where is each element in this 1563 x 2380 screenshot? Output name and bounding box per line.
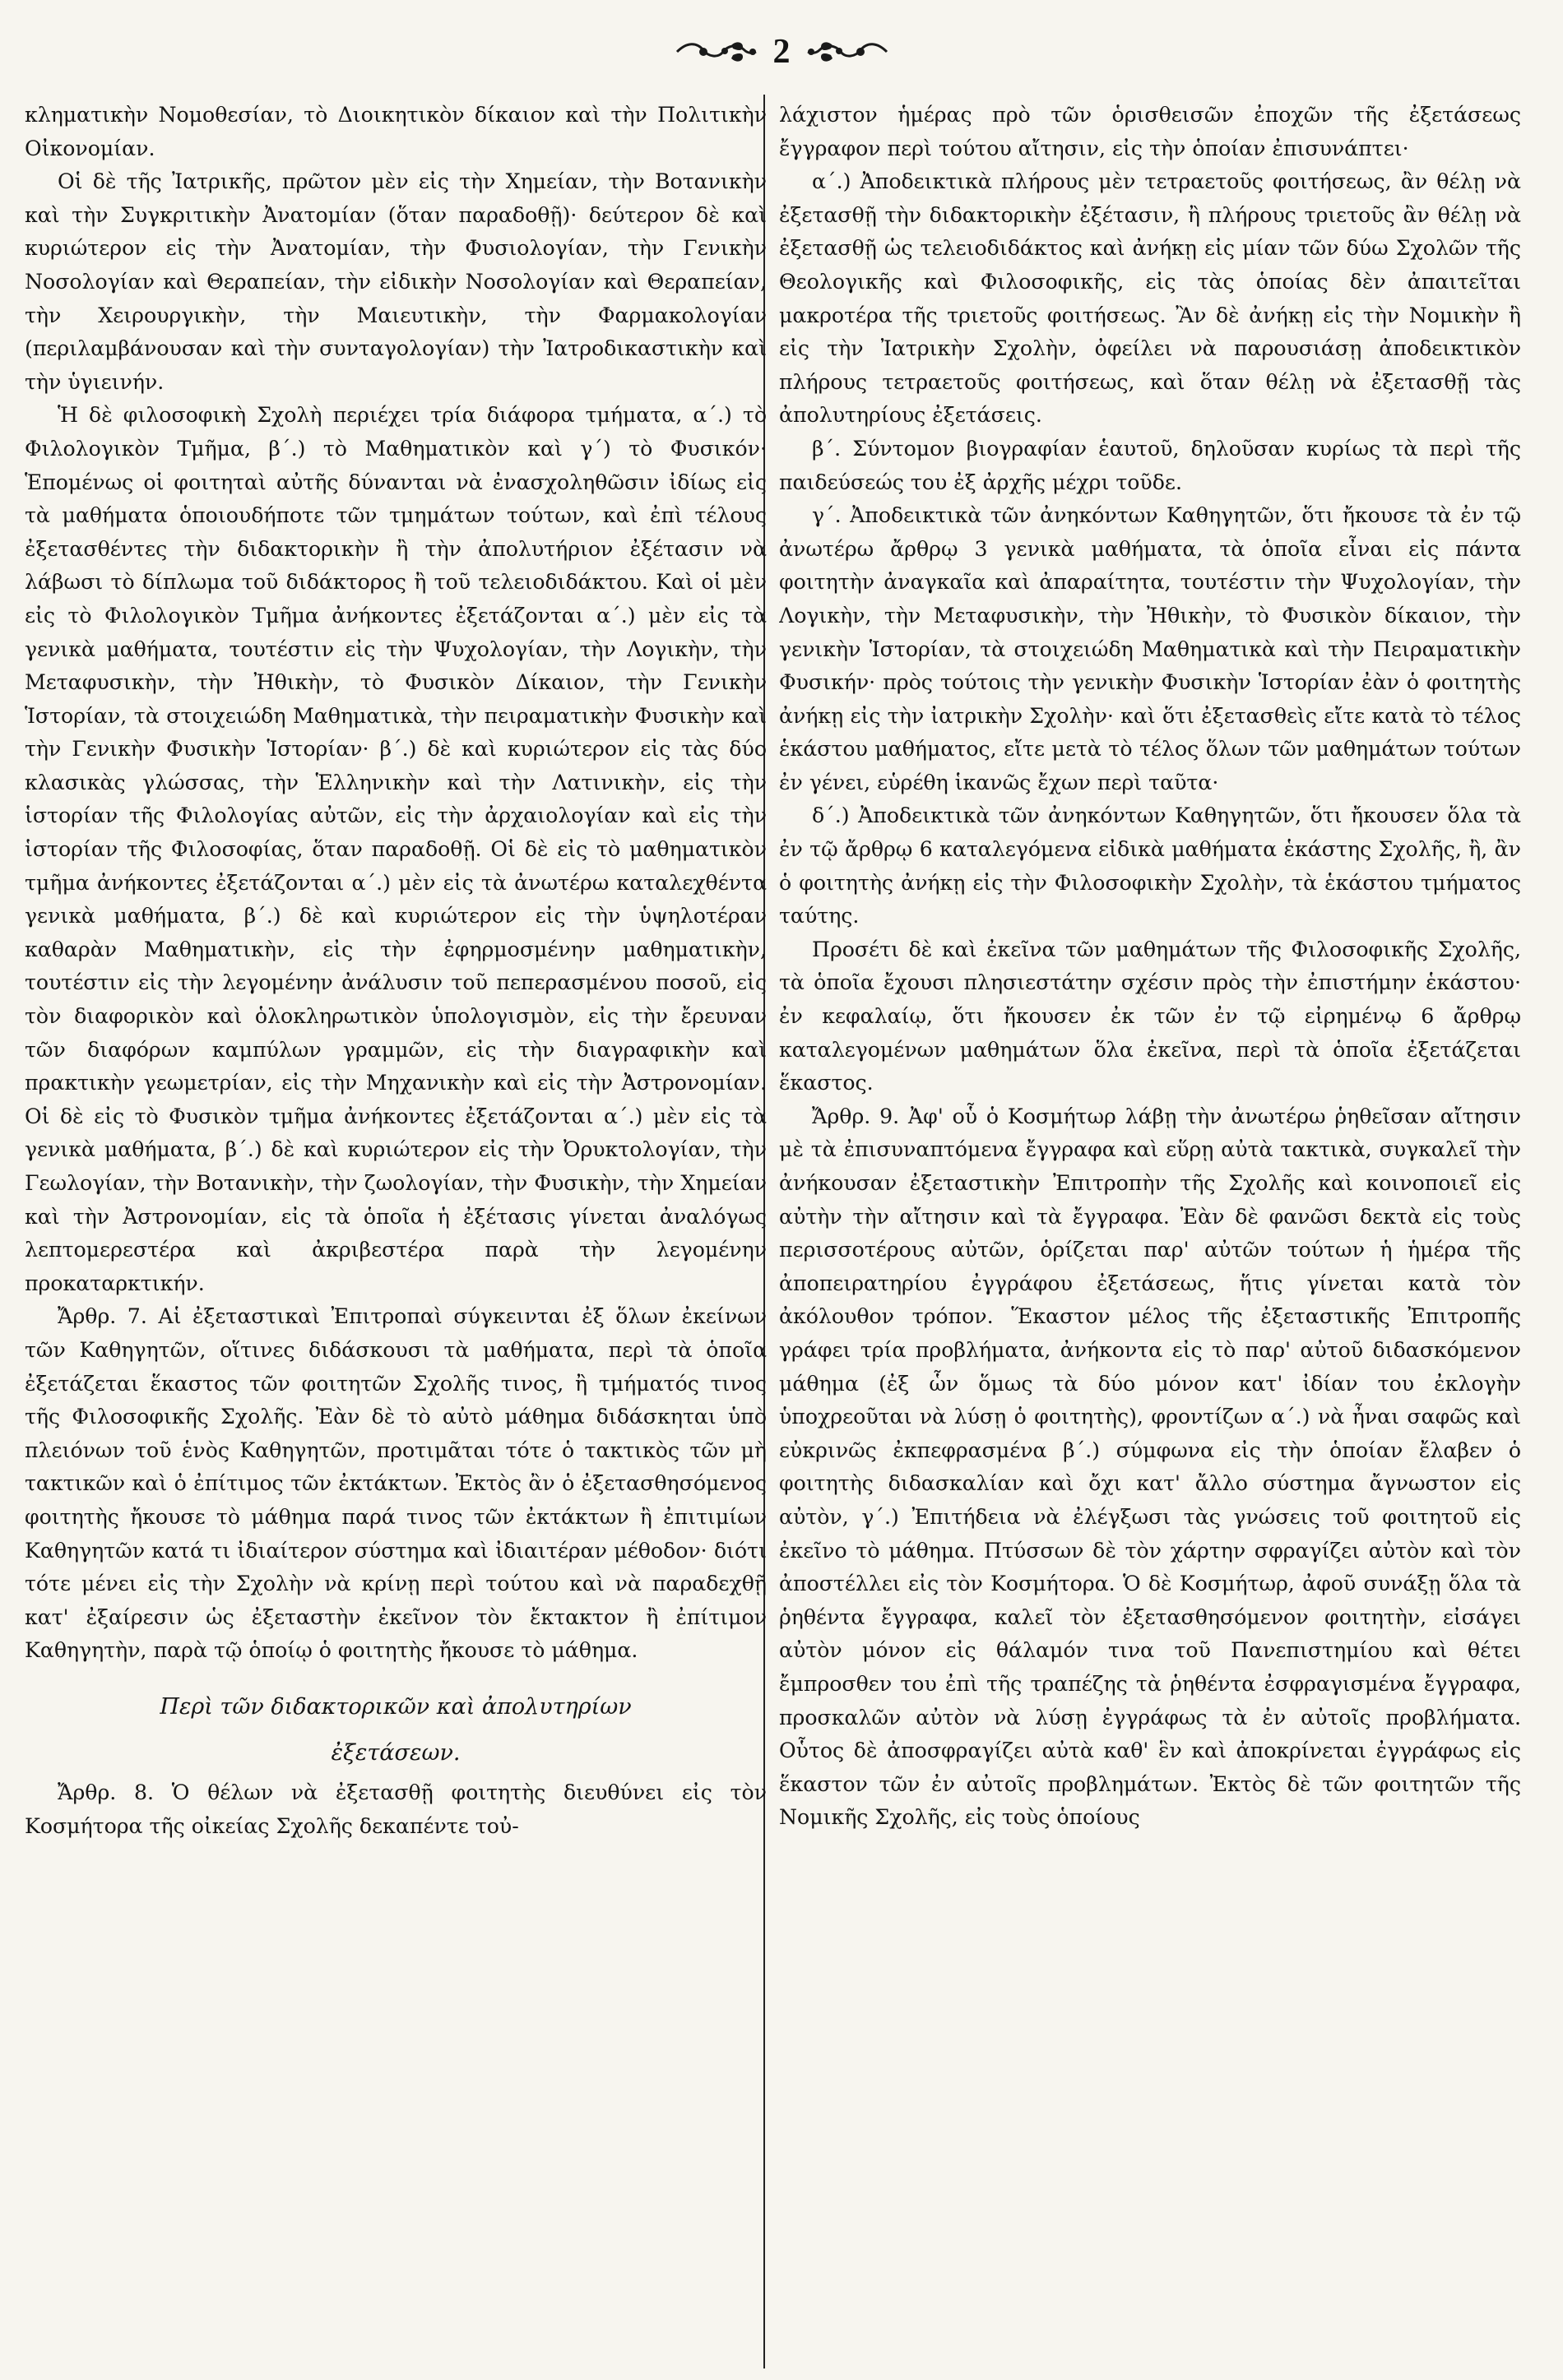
paragraph: Οἱ δὲ τῆς Ἰατρικῆς, πρῶτον μὲν εἰς τὴν Χημείαν, τὴν Βοτανικὴν καὶ τὴν Συγκριτικὴν Ἀνατομίαν (ὅταν παραδοθῇ)· δεύτερον δὲ καὶ κυριώτερον εἰς τὴν Ἀνατομίαν, τὴν Φυσιολογίαν, τὴν Γενικὴν Νοσολογίαν καὶ Θεραπείαν, τὴν εἰδικὴν Νοσολογίαν καὶ Θεραπείαν, τὴν Χειρουργικὴν, τὴν Μαιευτικὴν, τὴν Φαρμακολογίαν (περιλαμβάνουσαν καὶ τὴν συνταγολογίαν) τὴν Ἰατροδικαστικὴν καὶ τὴν ὑγιεινήν.	[25, 169, 767, 394]
page-header	[0, 23, 1563, 81]
left-column	[25, 99, 767, 2368]
right-column	[779, 99, 1521, 2368]
paragraph: λάχιστον ἡμέρας πρὸ τῶν ὁρισθεισῶν ἐποχῶν τῆς ἐξετάσεως ἔγγραφον περὶ τούτου αἴτησιν, εἰς τὴν ὁποίαν ἐπισυνάπτει·	[779, 103, 1521, 160]
list-item: δ΄.) Ἀποδεικτικὰ τῶν ἀνηκόντων Καθηγητῶν, ὅτι ἤκουσεν ὅλα τὰ ἐν τῷ ἄρθρῳ 6 καταλεγόμενα εἰδικὰ μαθήματα ἑκάστης Σχολῆς, ἢ, ἂν ὁ φοιτητὴς ἀνήκῃ εἰς τὴν Φιλοσοφικὴν Σχολὴν, τὰ ἑκάστου τμήματος ταύτης.	[779, 803, 1521, 928]
article-9-paragraph: Ἄρθρ. 9. Ἀφ' οὗ ὁ Κοσμήτωρ λάβῃ τὴν ἀνωτέρω ῥηθεῖσαν αἴτησιν μὲ τὰ ἐπισυναπτόμενα ἔγγραφα καὶ εὕρῃ αὐτὰ τακτικὰ, συγκαλεῖ τὴν ἀνήκουσαν ἐξεταστικὴν Ἐπιτροπὴν τῆς Σχολῆς καὶ κοινοποιεῖ εἰς αὐτὴν τὴν αἴτησιν καὶ τὰ ἔγγραφα. Ἐὰν δὲ φανῶσι δεκτὰ εἰς τοὺς περισσοτέρους αὐτῶν, ὁρίζεται παρ' αὐτῶν τούτων ἡ ἡμέρα τῆς ἀποπειρατηρίου ἐγγράφου ἐξετάσεως, ἥτις γίνεται κατὰ τὸν ἀκόλουθον τρόπον. Ἕκαστον μέλος τῆς ἐξεταστικῆς Ἐπιτροπῆς γράφει τρία προβλήματα, ἀνήκοντα εἰς τὸ παρ' αὐτοῦ διδασκόμενον μάθημα (ἐξ ὧν ὅμως τὰ δύο μόνον κατ' ἰδίαν του ἐκλογὴν ὑποχρεοῦται νὰ λύσῃ ὁ φοιτητὴς), φροντίζων α΄.) νὰ ἦναι σαφῶς καὶ εὐκρινῶς ἐκπεφρασμένα β΄.) σύμφωνα εἰς τὴν ὁποίαν ἔλαβεν ὁ φοιτητὴς διδασκαλίαν καὶ ὄχι κατ' ἄλλο σύστημα ἄγνωστον εἰς αὐτὸν, γ΄.) Ἐπιτήδεια νὰ ἐλέγξωσι τὰς γνώσεις τοῦ φοιτητοῦ εἰς ἐκεῖνο τὸ μάθημα. Πτύσσων δὲ τὸν χάρτην σφραγίζει αὐτὸν καὶ τὸν ἀποστέλλει εἰς τὸν Κοσμήτορα. Ὁ δὲ Κοσμήτωρ, ἀφοῦ συνάξῃ ὅλα τὰ ῥηθέντα ἔγγραφα, καλεῖ τὸν ἐξετασθησόμενον φοιτητὴν, εἰσάγει αὐτὸν μόνον εἰς θάλαμόν τινα τοῦ Πανεπιστημίου καὶ θέτει ἔμπροσθεν του ἐπὶ τῆς τραπέζης τὰ ῥηθέντα ἐσφραγισμένα ἔγγραφα, προσκαλῶν αὐτὸν νὰ λύσῃ ἐγγράφως τὰ ἐν αὐτοῖς προβλήματα. Οὗτος δὲ ἀποσφραγίζει αὐτὰ καθ' ἓν καὶ ἀποκρίνεται ἐγγράφως εἰς ἕκαστον τῶν ἐν αὐτοῖς προβλημάτων. Ἐκτὸς δὲ τῶν φοιτητῶν τῆς Νομικῆς Σχολῆς, εἰς τοὺς ὁποίους	[779, 1104, 1521, 1830]
section-heading-line: ἐξετάσεων.	[331, 1739, 461, 1766]
paragraph: Ἡ δὲ φιλοσοφικὴ Σχολὴ περιέχει τρία διάφορα τμήματα, α΄.) τὸ Φιλολογικὸν Τμῆμα, β΄.) τὸ Μαθηματικὸν καὶ γ΄) τὸ Φυσικόν· Ἑπομένως οἱ φοιτηταὶ αὐτῆς δύνανται νὰ ἐνασχοληθῶσιν ἰδίως εἰς τὰ μαθήματα ὁποιουδήποτε τῶν τμημάτων τούτων, καὶ ἐπὶ τέλους ἐξετασθέντες τὴν διδακτορικὴν ἢ τὴν ἀπολυτήριον ἐξέτασιν νὰ λάβωσι τὸ δίπλωμα τοῦ διδάκτορος ἢ τοῦ τελειοδιδάκτου. Καὶ οἱ μὲν εἰς τὸ Φιλολογικὸν Τμῆμα ἀνήκοντες ἐξετάζονται α΄.) μὲν εἰς τὰ γενικὰ μαθήματα, τουτέστιν εἰς τὴν Ψυχολογίαν, τὴν Λογικὴν, τὴν Μεταφυσικὴν, τὴν Ἠθικὴν, τὸ Φυσικὸν Δίκαιον, τὴν Γενικὴν Ἱστορίαν, τὰ στοιχειώδη Μαθηματικὰ, τὴν πειραματικὴν Φυσικὴν καὶ τὴν Γενικὴν Φυσικὴν Ἱστορίαν· β΄.) δὲ καὶ κυριώτερον εἰς τὰς δύο κλασικὰς γλώσσας, τὴν Ἑλληνικὴν καὶ τὴν Λατινικὴν, εἰς τὴν ἱστορίαν τῆς Φιλολογίας αὐτῶν, εἰς τὴν ἀρχαιολογίαν καὶ εἰς τὴν ἱστορίαν τῆς Φιλοσοφίας, ὅταν παραδοθῇ. Οἱ δὲ εἰς τὸ μαθηματικὸν τμῆμα ἀνήκοντες ἐξετάζονται α΄.) μὲν εἰς τὰ ἀνωτέρω καταλεχθέντα γενικὰ μαθήματα, β΄.) δὲ καὶ κυριώτερον εἰς τὴν ὑψηλοτέραν καθαρὰν Μαθηματικὴν, εἰς τὴν ἐφηρμοσμένην μαθηματικὴν, τουτέστιν εἰς τὴν λεγομένην ἀνάλυσιν τοῦ πεπερασμένου ποσοῦ, εἰς τὸν διαφορικὸν καὶ ὁλοκληρωτικὸν ὑπολογισμὸν, εἰς τὴν ἔρευναν τῶν διαφόρων καμπύλων γραμμῶν, εἰς τὴν διαγραφικὴν καὶ πρακτικὴν γεωμετρίαν, εἰς τὴν Μηχανικὴν καὶ εἰς τὴν Ἀστρονομίαν. Οἱ δὲ εἰς τὸ Φυσικὸν τμῆμα ἀνήκοντες ἐξετάζονται α΄.) μὲν εἰς τὰ γενικὰ μαθήματα, β΄.) δὲ καὶ κυριώτερον εἰς τὴν Ὀρυκτολογίαν, τὴν Γεωλογίαν, τὴν Βοτανικὴν, τὴν ζωολογίαν, τὴν Φυσικὴν, τὴν Χημείαν καὶ τὴν Ἀστρονομίαν, εἰς τὰ ὁποῖα ἡ ἐξέτασις γίνεται ἀναλόγως λεπτομερεστέρα καὶ ἀκριβεστέρα παρὰ τὴν λεγομένην προκαταρκτικήν.	[25, 403, 767, 1295]
paragraph: κληματικὴν Νομοθεσίαν, τὸ Διοικητικὸν δίκαιον καὶ τὴν Πολιτικὴν Οἰκονομίαν.	[25, 103, 767, 160]
article-8-paragraph: Ἄρθρ. 8. Ὁ θέλων νὰ ἐξετασθῇ φοιτητὴς διευθύνει εἰς τὸν Κοσμήτορα τῆς οἰκείας Σχολῆς δεκαπέντε τοὐ-	[25, 1780, 767, 1838]
article-7-paragraph: Ἄρθρ. 7. Αἱ ἐξεταστικαὶ Ἐπιτροπαὶ σύγκεινται ἐξ ὅλων ἐκείνων τῶν Καθηγητῶν, οἵτινες διδάσκουσι τὰ μαθήματα, περὶ τὰ ὁποῖα ἐξετάζεται ἕκαστος τῶν φοιτητῶν Σχολῆς τινος, ἢ τμήματός τινος τῆς Φιλοσοφικῆς Σχολῆς. Ἐὰν δὲ τὸ αὐτὸ μάθημα διδάσκηται ὑπὸ πλειόνων τοῦ ἑνὸς Καθηγητῶν, προτιμᾶται τότε ὁ τακτικὸς τῶν μὴ τακτικῶν καὶ ὁ ἐπίτιμος τῶν ἐκτάκτων. Ἐκτὸς ἂν ὁ ἐξετασθησόμενος φοιτητὴς ἤκουσε τὸ μάθημα παρά τινος τῶν ἐκτάκτων ἢ ἐπιτιμίων Καθηγητῶν κατά τι ἰδιαίτερον σύστημα καὶ ἰδιαιτέραν μέθοδον· διότι τότε μένει εἰς τὴν Σχολὴν νὰ κρίνῃ περὶ τούτου καὶ νὰ παραδεχθῇ κατ' ἐξαίρεσιν ὡς ἐξεταστὴν ἐκεῖνον τὸν ἔκτακτον ἢ ἐπίτιμον Καθηγητὴν, παρὰ τῷ ὁποίῳ ὁ φοιτητὴς ἤκουσε τὸ μάθημα.	[25, 1304, 767, 1663]
section-heading	[25, 1684, 767, 1776]
page-number: 2	[772, 33, 791, 71]
paragraph: Προσέτι δὲ καὶ ἐκεῖνα τῶν μαθημάτων τῆς Φιλοσοφικῆς Σχολῆς, τὰ ὁποῖα ἔχουσι πλησιεστάτην σχέσιν πρὸς τὴν ἐπιστήμην ἑκάστου· ἐν κεφαλαίῳ, ὅτι ἤκουσεν ἐκ τῶν ἐν τῷ εἰρημένῳ 6 ἄρθρῳ καταλεγομένων μαθημάτων ὅλα ἐκεῖνα, περὶ τὰ ὁποῖα ἐξετάζεται ἕκαστος.	[779, 937, 1521, 1095]
list-item: γ΄. Ἀποδεικτικὰ τῶν ἀνηκόντων Καθηγητῶν, ὅτι ἤκουσε τὰ ἐν τῷ ἀνωτέρω ἄρθρῳ 3 γενικὰ μαθήματα, τὰ ὁποῖα εἶναι εἰς πάντα φοιτητὴν ἀναγκαῖα καὶ ἀπαραίτητα, τουτέστιν τὴν Ψυχολογίαν, τὴν Λογικὴν, τὴν Μεταφυσικὴν, τὴν Ἠθικὴν, τὸ Φυσικὸν δίκαιον, τὴν γενικὴν Ἱστορίαν, τὰ στοιχειώδη Μαθηματικὰ καὶ τὴν Πειραματικὴν Φυσικήν· πρὸς τούτοις τὴν γενικὴν Φυσικὴν Ἱστορίαν ἐὰν ὁ φοιτητὴς ἀνήκῃ εἰς τὴν ἰατρικὴν Σχολὴν· καὶ ὅτι ἐξετασθεὶς εἴτε κατὰ τὸ τέλος ἑκάστου μαθήματος, εἴτε μετὰ τὸ τέλος ὅλων τῶν μαθημάτων τούτων ἐν γένει, εὑρέθη ἱκανῶς ἔχων περὶ ταῦτα·	[779, 503, 1521, 794]
flourish-ornament-icon	[804, 39, 890, 65]
flourish-ornament-icon	[674, 39, 760, 65]
list-item: β΄. Σύντομον βιογραφίαν ἑαυτοῦ, δηλοῦσαν κυρίως τὰ περὶ τῆς παιδεύσεώς του ἐξ ἀρχῆς μέχρι τοῦδε.	[779, 436, 1521, 494]
section-heading-line: Περὶ τῶν διδακτορικῶν καὶ ἀπολυτηρίων	[160, 1693, 632, 1720]
list-item: α΄.) Ἀποδεικτικὰ πλήρους μὲν τετραετοῦς φοιτήσεως, ἂν θέλῃ νὰ ἐξετασθῇ τὴν διδακτορικὴν ἐξέτασιν, ἢ πλήρους τριετοῦς ἂν θέλῃ νὰ ἐξετασθῇ ὡς τελειοδιδάκτος καὶ ἀνήκῃ εἰς μίαν τῶν δύω Σχολῶν τῆς Θεολογικῆς καὶ Φιλοσοφικῆς, εἰς τὰς ὁποίας δὲν ἀπαιτεῖται μακροτέρα τῆς τριετοῦς φοιτήσεως. Ἂν δὲ ἀνήκῃ εἰς τὴν Νομικὴν ἢ εἰς τὴν Ἰατρικὴν Σχολὴν, ὀφείλει νὰ παρουσιάσῃ ἀποδεικτικὸν πλήρους τετραετοῦς φοιτήσεως, καὶ ὅταν θέλῃ νὰ ἐξετασθῇ τὰς ἀπολυτηρίους ἐξετάσεις.	[779, 169, 1521, 428]
